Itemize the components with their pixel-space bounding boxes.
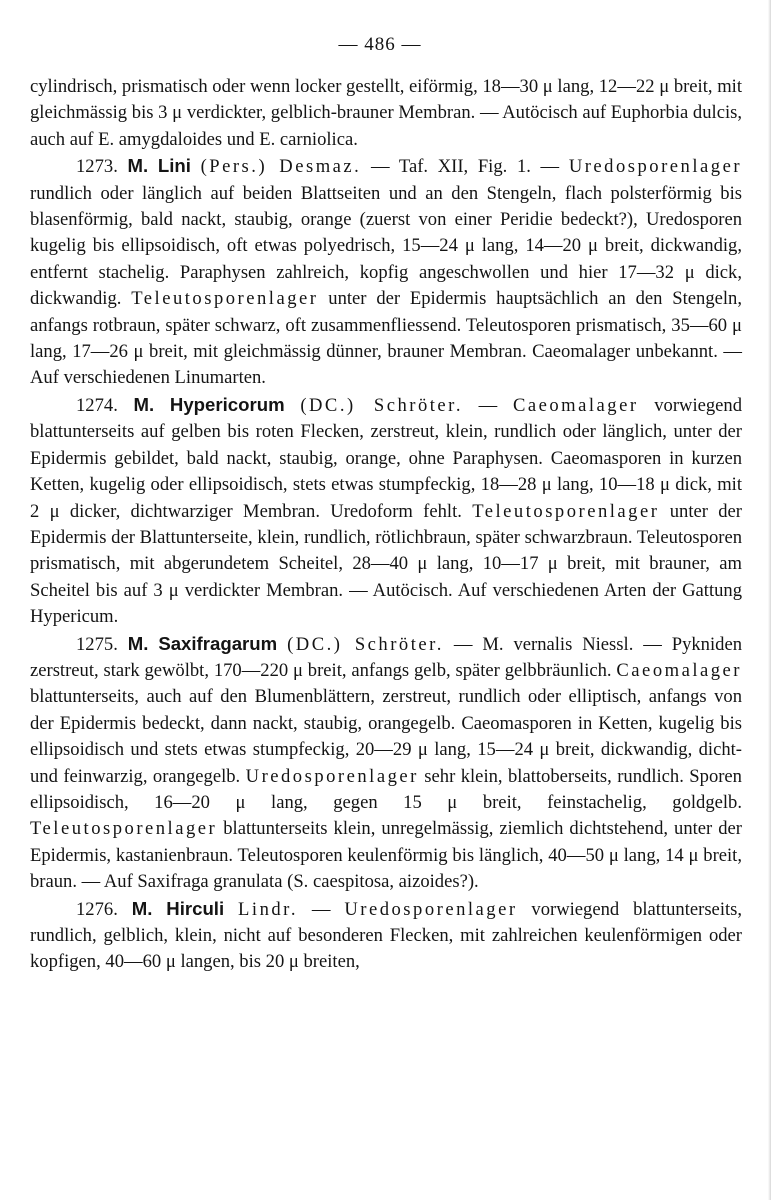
entry-number: 1275. — [76, 633, 118, 655]
entry-text: rundlich oder länglich auf beiden Blattseiten und an den Stengeln, flach polsterförmig bis blasenförmig, bald nackt, staubig, orange (zuerst von einer Peridie bedeckt?), Uredosporen kugelig bis ellipsoidisch, oft etwas polyedrisch, 15—24 μ lang, 14—20 μ breit, dickwandig, entfernt stachelig. Paraphysen zahlreich, kopfig angeschwollen und hier 17—32 μ dick, dickwandig. — [30, 182, 742, 310]
spaced-term: Teleutosporenlager — [472, 500, 660, 522]
entry-text: — M. vernalis Niessl. — Pykniden zerstreut, stark gewölbt, 170—220 μ breit, anfangs gelb, später gelbbräunlich. — [30, 633, 742, 681]
spaced-term: Caeomalager — [512, 394, 639, 416]
genus-abbrev: M. — [127, 632, 149, 654]
species-name: Lini — [157, 155, 191, 177]
author-citation: (Pers.) Desmaz. — [200, 156, 362, 178]
entry-text: blattunterseits, auch auf den Blumenblättern, zerstreut, rundlich oder elliptisch, anfangs von der Epidermis bedeckt, dann nackt, staubig, orangegelb. Caeomasporen in Ketten, kugelig bis ellipsoidisch und stets etwas stumpfeckig, 20—29 μ lang, 15—24 μ breit, dickwandig, dicht- und feinwarzig, orangegelb. — [30, 686, 742, 787]
intro-paragraph: cylindrisch, prismatisch oder wenn locker gestellt, eiförmig, 18—30 μ lang, 12—22 μ breit, mit gleichmässig bis 3 μ verdickter, gelblich-brauner Membran. — Autöcisch auf Euphorbia dulcis, auch auf E. amygdaloides und E. carniolica. — [30, 76, 742, 150]
entry-text: unter der Epidermis der Blattunterseite, klein, rundlich, rötlichbraun, später schwarzbraun. Teleutosporen prismatisch, mit abgerundetem Scheitel, 28—40 μ lang, 10—17 μ breit, mit brauner, am Scheitel bis auf 3 μ verdickter Membran. — Autöcisch. Auf verschiedenen Arten der Gattung Hypericum. — [30, 500, 742, 628]
genus-abbrev: M. — [133, 393, 155, 415]
spaced-term: Uredosporenlager — [568, 156, 743, 178]
species-entry-1274 — [30, 392, 742, 631]
spaced-term: Teleutosporenlager — [131, 288, 319, 310]
entry-number: 1276. — [76, 898, 118, 920]
spaced-term: Uredosporenlager — [245, 765, 419, 787]
document-body — [30, 74, 742, 976]
author-citation: (DC.) Schröter. — [287, 633, 444, 655]
genus-abbrev: M. — [127, 155, 149, 177]
spaced-term: Caeomalager — [616, 659, 742, 681]
spaced-term: Uredosporenlager — [344, 898, 518, 920]
entry-text: vorwiegend blattunterseits, rundlich, gelblich, klein, nicht auf besonderen Flecken, mit zahlreichen keulenförmigen oder kopfigen, 40—60 μ langen, bis 20 μ breiten, — [30, 898, 743, 973]
entry-text: — Taf. XII, Fig. 1. — — [361, 156, 569, 178]
species-name: Saxifragarum — [158, 632, 278, 654]
species-name: Hypericorum — [169, 393, 285, 415]
spaced-term: Teleutosporenlager — [30, 818, 218, 840]
genus-abbrev: M. — [131, 897, 153, 919]
page-number: — 486 — — [338, 34, 422, 55]
entry-text: unter der Epidermis hauptsächlich an den Stengeln, anfangs rotbraun, später schwarz, oft zusammenfliessend. Teleutosporen prismatisch, 35—60 μ lang, 17—26 μ breit, mit gleichmässig dünner, brauner Membran. Caeomalager unbekannt. — Auf verschiedenen Linumarten. — [30, 288, 742, 389]
entry-text: — — [297, 898, 345, 920]
entry-text: — — [462, 394, 513, 416]
entry-number: 1274. — [76, 394, 118, 416]
species-name: Hirculi — [166, 897, 225, 919]
author-citation: (DC.) Schröter. — [300, 394, 463, 416]
author-citation: Lindr. — [238, 898, 298, 920]
species-entry-1275 — [30, 631, 742, 896]
entry-text: sehr klein, blattoberseits, rundlich. Sporen ellipsoidisch, 16—20 μ lang, gegen 15 μ breit, feinstachelig, goldgelb. — [30, 765, 742, 813]
species-entry-1276 — [30, 896, 742, 976]
species-entry-1273 — [30, 153, 742, 392]
entry-number: 1273. — [76, 156, 118, 178]
entry-text: vorwiegend blattunterseits auf gelben bis roten Flecken, zerstreut, klein, rundlich oder länglich, unter der Epidermis gebildet, bald nackt, staubig, orange, ohne Paraphysen. Caeomasporen in kurzen Ketten, kugelig oder ellipsoidisch, stets etwas stumpfeckig, 18—28 μ lang, 10—18 μ dick, mit 2 μ dicker, dichtwarziger Membran. Uredoform fehlt. — [30, 394, 743, 522]
entry-text: blattunterseits klein, unregelmässig, ziemlich dichtstehend, unter der Epidermis, kastanienbraun. Teleutosporen keulenförmig bis länglich, 40—50 μ lang, 14 μ breit, braun. — Auf Saxifraga granulata (S. caespitosa, aizoides?). — [30, 818, 742, 893]
